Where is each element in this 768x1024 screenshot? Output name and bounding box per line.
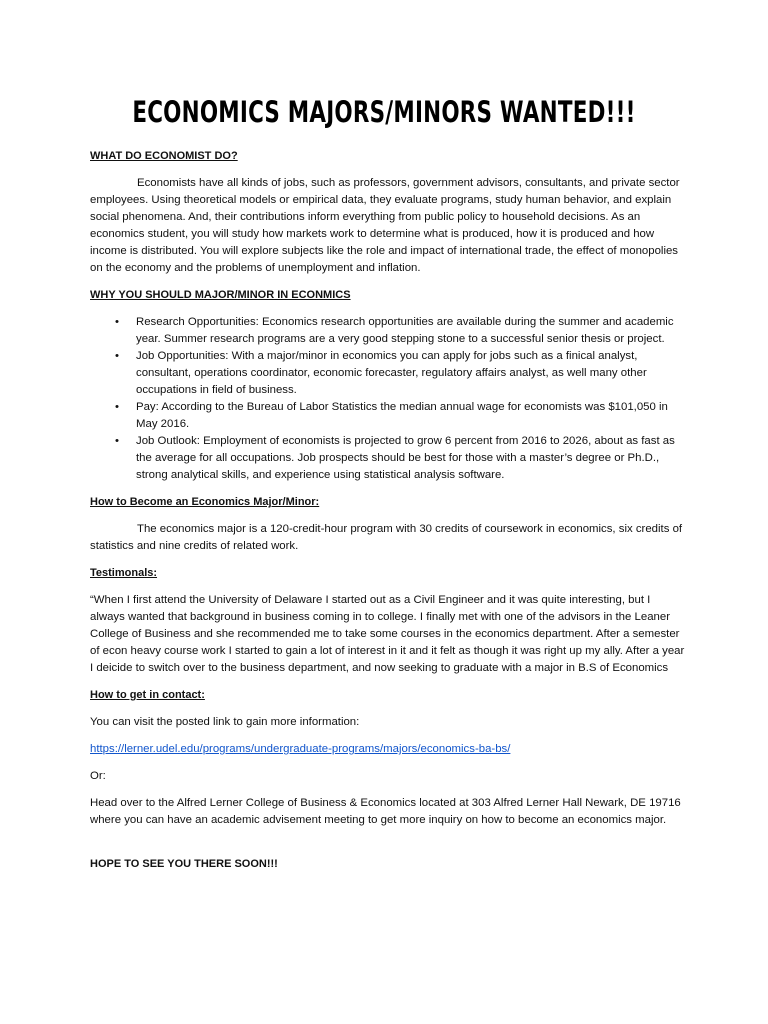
list-item: • Job Opportunities: With a major/minor in economics you can apply for jobs such as a finical analyst, consultant, operations coordinator, economic forecaster, regulatory affairs analyst, as well many other occupations in field of business. <box>115 350 647 396</box>
section-heading-how-to-become: How to Become an Economics Major/Minor: <box>90 496 320 508</box>
document-body <box>90 148 686 873</box>
contact-address: Head over to the Alfred Lerner College of Business & Economics located at 303 Alfred Lerner Hall Newark, DE 19716 where you can have an academic advisement meeting to get more inquiry on how to become an economics major. <box>90 797 681 826</box>
list-item: • Research Opportunities: Economics research opportunities are available during the summer and academic year. Summer research programs are a very good stepping stone to a successful senior thesis or project. <box>115 316 674 345</box>
bullet-icon: • <box>115 435 119 447</box>
contact-or: Or: <box>90 770 106 782</box>
bullet-icon: • <box>115 401 119 413</box>
section-paragraph-economists: Economists have all kinds of jobs, such as professors, government advisors, consultants, and private sector employees. Using theoretical models or empirical data, they evaluate programs, study human behavior, and explain social phenomena. And, their contributions inform everything from public policy to household decisions. As an economics student, you will study how markets work to determine what is produced, how it is produced and how income is distributed. You will explore subjects like the role and impact of international trade, the effect of monopolies on the economy and the problems of unemployment and inflation. <box>90 177 680 274</box>
list-item: • Job Outlook: Employment of economists is projected to grow 6 percent from 2016 to 2026, about as fast as the average for all occupations. Job prospects should be best for those with a master’s degree or Ph.D., strong analytical skills, and experience using statistical analysis software. <box>115 435 675 481</box>
section-heading-what-do-economists-do: WHAT DO ECONOMIST DO? <box>90 150 238 162</box>
list-item: • Pay: According to the Bureau of Labor Statistics the median annual wage for economists was $101,050 in May 2016. <box>115 401 668 430</box>
closing-line: HOPE TO SEE YOU THERE SOON!!! <box>90 858 278 870</box>
page-title: ECONOMICS MAJORS/MINORS WANTED!!! <box>132 95 636 129</box>
bullet-icon: • <box>115 350 119 362</box>
program-info-link[interactable]: https://lerner.udel.edu/programs/undergraduate-programs/majors/economics-ba-bs/ <box>90 743 511 755</box>
section-heading-contact: How to get in contact: <box>90 689 205 701</box>
reasons-list <box>90 314 686 484</box>
section-paragraph-major-requirements: The economics major is a 120-credit-hour program with 30 credits of coursework in economics, six credits of statistics and nine credits of related work. <box>90 523 683 552</box>
contact-intro: You can visit the posted link to gain more information: <box>90 716 360 728</box>
bullet-icon: • <box>115 316 119 328</box>
testimonial-quote: “When I first attend the University of Delaware I started out as a Civil Engineer and it was quite interesting, but I always wanted that background in business coming in to college. I finally met with one of the advisors in the Leaner College of Business and she recommended me to take some courses in the economics department. After a semester of econ heavy course work I started to gain a lot of interest in it and it felt as though it was right up my ally. After a year I deicide to switch over to the business department, and now seeking to graduate with a major in B.S of Economics <box>90 594 685 674</box>
section-heading-why-major: WHY YOU SHOULD MAJOR/MINOR IN ECONMICS <box>90 289 351 301</box>
section-heading-testimonials: Testimonals: <box>90 567 158 579</box>
